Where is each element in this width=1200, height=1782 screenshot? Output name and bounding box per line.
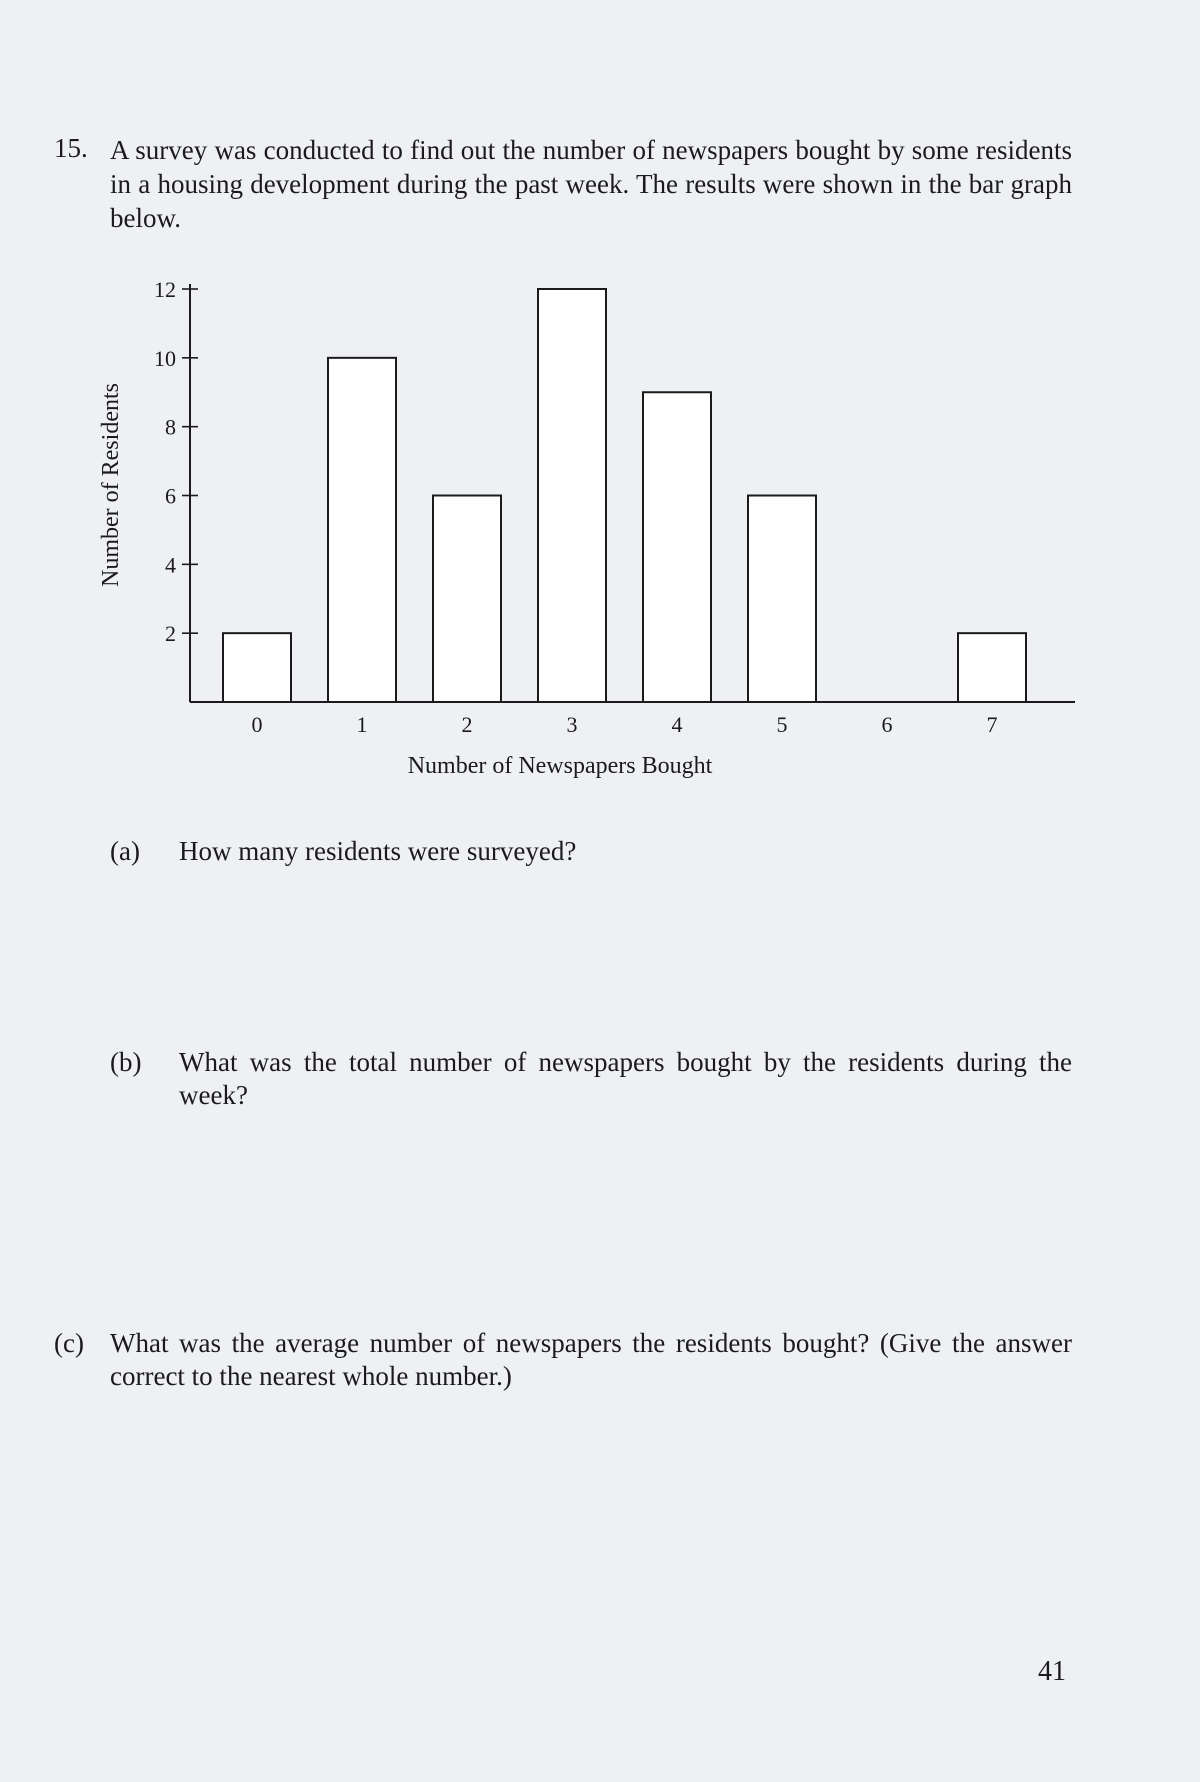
y-tick-label: 8 [165,414,176,440]
x-axis-tick-labels [252,712,998,737]
bar-chart [90,260,1080,780]
x-tick-label: 5 [776,712,788,737]
x-tick-label: 3 [566,712,578,737]
bar-5 [748,496,816,703]
bar-2 [433,496,501,703]
part-c-label: (c) [54,1328,84,1358]
y-tick-label: 12 [154,277,176,302]
bar-1 [328,358,396,702]
x-axis-title: Number of Newspapers Bought [407,753,713,779]
x-tick-label: 1 [356,712,368,737]
part-c [54,1327,1072,1397]
part-b [110,1046,1072,1116]
part-a-text: How many residents were surveyed? [179,836,577,866]
part-a [110,835,1072,875]
x-tick-label: 7 [986,712,998,737]
x-tick-label: 2 [461,712,473,737]
part-b-label: (b) [110,1047,142,1077]
y-tick-label: 4 [165,552,176,578]
y-axis-title: Number of Residents [98,383,124,587]
bar-3 [538,289,606,702]
y-tick-label: 10 [154,345,176,371]
bar-4 [643,392,711,702]
bar-7 [958,633,1026,702]
part-c-text: What was the average number of newspapers the residents bought? (Give the answer correct to the nearest whole number.) [110,1328,1072,1391]
y-tick-label: 2 [165,621,176,647]
part-a-label: (a) [110,836,140,866]
x-tick-label: 6 [881,712,893,737]
x-tick-label: 0 [251,712,263,737]
y-tick-label: 6 [165,483,176,509]
x-tick-label: 4 [671,712,683,737]
y-axis-ticks [154,277,198,646]
page-number: 41 [1038,1656,1066,1687]
question-number: 15. [54,133,88,163]
part-b-text: What was the total number of newspapers bought by the residents during the week? [179,1047,1072,1110]
question-text: A survey was conducted to find out the number of newspapers bought by some residents in a housing development during the past week. The results were shown in the bar graph below. [110,135,1072,233]
bars [223,289,1026,702]
bar-0 [223,633,291,702]
